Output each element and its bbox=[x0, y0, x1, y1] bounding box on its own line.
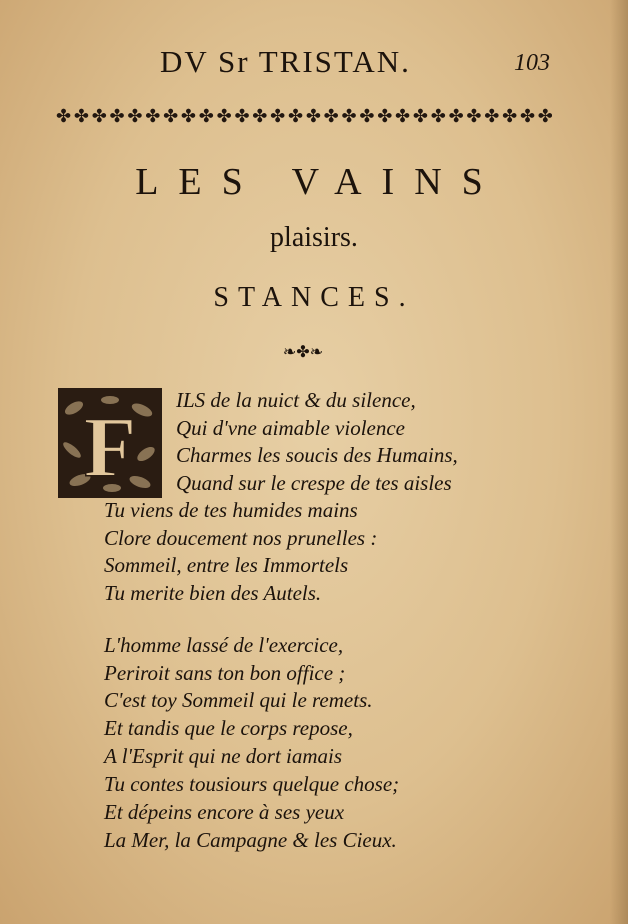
ornament-glyph: ✤ bbox=[109, 106, 124, 127]
ornament-glyph: ✤ bbox=[430, 106, 445, 127]
ornament-glyph: ✤ bbox=[234, 106, 249, 127]
ornament-glyph: ✤ bbox=[127, 106, 142, 127]
ornament-glyph: ✤ bbox=[305, 106, 320, 127]
ornament-glyph: ✤ bbox=[359, 106, 374, 127]
stanza1-line-8: Tu merite bien des Autels. bbox=[104, 581, 322, 605]
ornament-glyph: ✤ bbox=[395, 106, 410, 127]
poem-title: LES VAINS bbox=[135, 161, 503, 203]
ornament-glyph: ✤ bbox=[537, 106, 552, 127]
stanza1-line-4: Quand sur le crespe de tes aisles bbox=[176, 471, 452, 495]
ornament-glyph: ✤ bbox=[252, 106, 267, 127]
ornament-glyph: ✤ bbox=[377, 106, 392, 127]
ornament-glyph: ✤ bbox=[519, 106, 535, 127]
ornament-glyph: ✤ bbox=[270, 106, 285, 127]
ornament-glyph: ✤ bbox=[145, 106, 160, 127]
ornament-glyph: ✤ bbox=[91, 106, 106, 127]
stanza2-line-4: Et tandis que le corps repose, bbox=[104, 716, 353, 740]
ornament-glyph: ✤ bbox=[484, 106, 499, 127]
ornamental-border bbox=[56, 104, 552, 130]
ornament-glyph: ✤ bbox=[56, 106, 71, 127]
page-edge-shadow bbox=[610, 0, 628, 924]
stanza2-line-1: L'homme lassé de l'exercice, bbox=[104, 633, 344, 657]
stanza2-line-2: Periroit sans ton bon office ; bbox=[104, 661, 346, 685]
poem-genre: STANCES. bbox=[213, 282, 415, 313]
page-header bbox=[0, 44, 628, 84]
fleuron-ornament: ❧✤❧ bbox=[282, 342, 324, 361]
dropcap-letter: F bbox=[83, 399, 137, 495]
stanza1-line-1: ILS de la nuict & du silence, bbox=[176, 388, 416, 412]
stanza1-line-5: Tu viens de tes humides mains bbox=[104, 498, 358, 522]
stanza2-line-3: C'est toy Sommeil qui le remets. bbox=[104, 688, 373, 712]
ornament-glyph: ✤ bbox=[502, 106, 517, 127]
stanza2-line-6: Tu contes tousiours quelque chose; bbox=[104, 772, 400, 796]
ornament-glyph: ✤ bbox=[466, 106, 481, 127]
stanza2-line-8: La Mer, la Campagne & les Cieux. bbox=[104, 828, 397, 852]
poem-subtitle: plaisirs. bbox=[270, 222, 358, 253]
stanza2-line-5: A l'Esprit qui ne dort iamais bbox=[104, 744, 343, 768]
ornament-glyph: ✤ bbox=[448, 106, 463, 127]
ornament-glyph: ✤ bbox=[73, 106, 88, 127]
ornament-glyph: ✤ bbox=[180, 106, 195, 127]
ornament-glyph: ✤ bbox=[198, 106, 213, 127]
ornament-glyph: ✤ bbox=[216, 106, 231, 127]
page-number: 103 bbox=[514, 50, 550, 76]
ornament-glyph: ✤ bbox=[412, 106, 427, 127]
ornament-glyph: ✤ bbox=[287, 106, 303, 127]
ornament-glyph: ✤ bbox=[323, 106, 338, 127]
ornament-glyph: ✤ bbox=[163, 106, 178, 127]
decorated-initial bbox=[58, 388, 162, 498]
stanza1-line-2: Qui d'vne aimable violence bbox=[176, 416, 405, 440]
stanza1-line-3: Charmes les soucis des Humains, bbox=[176, 443, 458, 467]
stanza1-line-6: Clore doucement nos prunelles : bbox=[104, 526, 378, 550]
stanza1-line-7: Sommeil, entre les Immortels bbox=[104, 553, 349, 577]
ornament-glyph: ✤ bbox=[341, 106, 356, 127]
running-title: DV Sr TRISTAN. bbox=[160, 44, 411, 79]
stanza2-line-7: Et dépeins encore à ses yeux bbox=[104, 800, 345, 824]
